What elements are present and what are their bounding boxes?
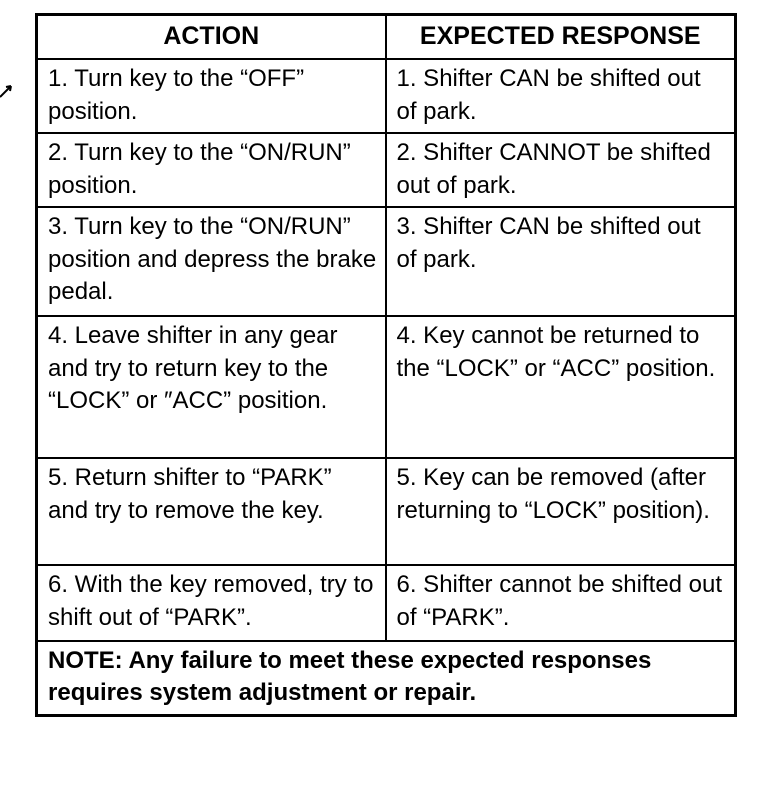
response-cell xyxy=(386,133,736,207)
header-row xyxy=(37,15,736,60)
response-cell xyxy=(386,316,736,458)
action-text: 5. Return shifter to “PARK” and try to remove the key. xyxy=(48,464,332,524)
note-text: NOTE: Any failure to meet these expected responses requires system adjustment or repair. xyxy=(37,641,736,716)
response-text: 4. Key cannot be returned to the “LOCK” or “ACC” position. xyxy=(396,322,716,382)
action-cell xyxy=(37,133,386,207)
action-cell xyxy=(37,458,386,565)
response-text: 1. Shifter CAN be shifted out of park. xyxy=(396,65,701,125)
response-cell xyxy=(386,565,736,641)
table-row xyxy=(37,59,736,133)
table-row xyxy=(37,207,736,316)
response-text: 3. Shifter CAN be shifted out of park. xyxy=(396,213,701,273)
response-cell xyxy=(386,207,736,316)
note-row xyxy=(37,641,736,716)
action-text: 4. Leave shifter in any gear and try to return key to the “LOCK” or ″ACC” position. xyxy=(48,322,338,414)
response-text: 2. Shifter CANNOT be shifted out of park. xyxy=(396,139,711,199)
response-cell xyxy=(386,59,736,133)
table-row xyxy=(37,565,736,641)
action-text: 6. With the key removed, try to shift out of “PARK”. xyxy=(48,571,374,631)
header-expected-response: EXPECTED RESPONSE xyxy=(386,15,736,60)
shift-lock-check-table xyxy=(35,13,737,717)
action-cell xyxy=(37,59,386,133)
table-row xyxy=(37,458,736,565)
action-cell xyxy=(37,207,386,316)
table-row xyxy=(37,133,736,207)
response-text: 6. Shifter cannot be shifted out of “PARK”. xyxy=(396,571,723,631)
response-cell xyxy=(386,458,736,565)
action-cell xyxy=(37,316,386,458)
arrow-mark-icon xyxy=(0,84,14,98)
response-text: 5. Key can be removed (after returning to “LOCK” position). xyxy=(396,464,710,524)
action-text: 2. Turn key to the “ON/RUN” position. xyxy=(48,139,351,199)
action-cell xyxy=(37,565,386,641)
action-text: 3. Turn key to the “ON/RUN” position and depress the brake pedal. xyxy=(48,213,377,305)
header-action: ACTION xyxy=(37,15,386,60)
table-row xyxy=(37,316,736,458)
action-text: 1. Turn key to the “OFF” position. xyxy=(48,65,305,125)
